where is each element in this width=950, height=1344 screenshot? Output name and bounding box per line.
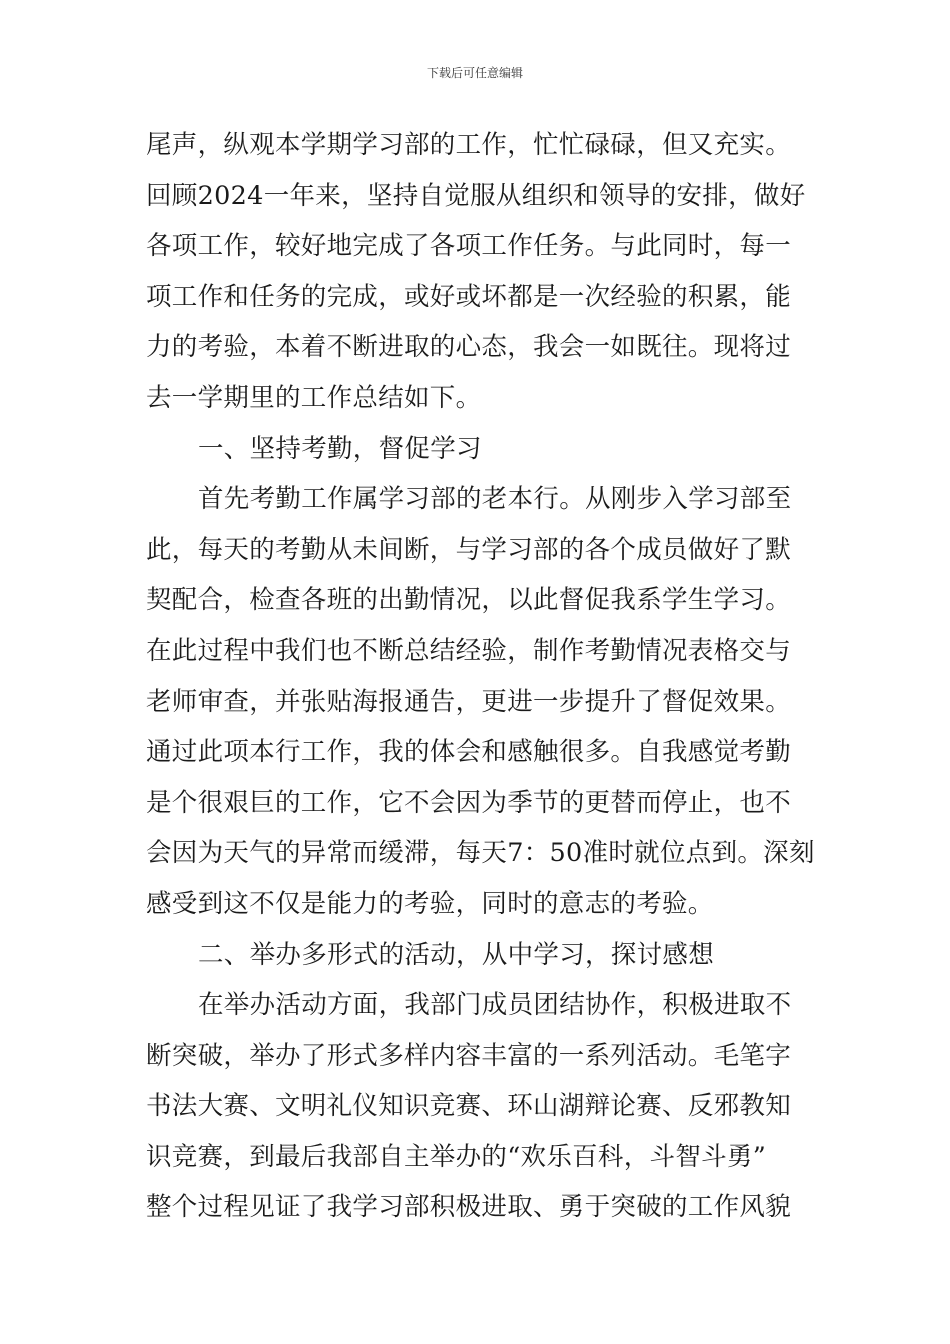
text-line: 是个很艰巨的工作，它不会因为季节的更替而停止，也不 — [146, 787, 792, 818]
text-line: 在举办活动方面，我部门成员团结协作，积极进取不 — [198, 990, 792, 1021]
text-line: 项工作和任务的完成，或好或坏都是一次经验的积累，能 — [146, 281, 792, 312]
text-line: 力的考验，本着不断进取的心态，我会一如既往。现将过 — [146, 332, 792, 363]
text-line: 识竞赛，到最后我部自主举办的“欢乐百科，斗智斗勇” — [146, 1141, 767, 1172]
text-line: 首先考勤工作属学习部的老本行。从刚步入学习部至 — [198, 484, 792, 515]
text-line: 整个过程见证了我学习部积极进取、勇于突破的工作风貌 — [146, 1192, 792, 1223]
text-line: 书法大赛、文明礼仪知识竞赛、环山湖辩论赛、反邪教知 — [146, 1091, 792, 1122]
text-line: 感受到这不仅是能力的考验，同时的意志的考验。 — [146, 888, 714, 919]
text-line: 回顾2024一年来，坚持自觉服从组织和领导的安排，做好 — [146, 180, 806, 211]
document-body — [146, 120, 816, 1233]
text-line: 契配合，检查各班的出勤情况，以此督促我系学生学习。 — [146, 585, 792, 616]
text-line: 尾声，纵观本学期学习部的工作，忙忙碌碌，但又充实。 — [146, 130, 792, 160]
text-line: 此，每天的考勤从未间断，与学习部的各个成员做好了默 — [146, 534, 792, 565]
text-line: 老师审查，并张贴海报通告，更进一步提升了督促效果。 — [146, 686, 792, 717]
text-line: 在此过程中我们也不断总结经验，制作考勤情况表格交与 — [146, 635, 792, 666]
section-heading: 二、举办多形式的活动，从中学习，探讨感想 — [198, 939, 715, 970]
section-heading: 一、坚持考勤，督促学习 — [198, 433, 482, 464]
text-line: 去一学期里的工作总结如下。 — [146, 382, 482, 413]
text-line: 会因为天气的异常而缓滞，每天7：50准时就位点到。深刻 — [146, 838, 815, 869]
text-line: 断突破，举办了形式多样内容丰富的一系列活动。毛笔字 — [146, 1040, 792, 1071]
text-line: 各项工作，较好地完成了各项工作任务。与此同时，每一 — [146, 231, 792, 262]
page-header: 下载后可任意编辑 — [426, 66, 523, 80]
text-line: 通过此项本行工作，我的体会和感触很多。自我感觉考勤 — [146, 737, 792, 768]
